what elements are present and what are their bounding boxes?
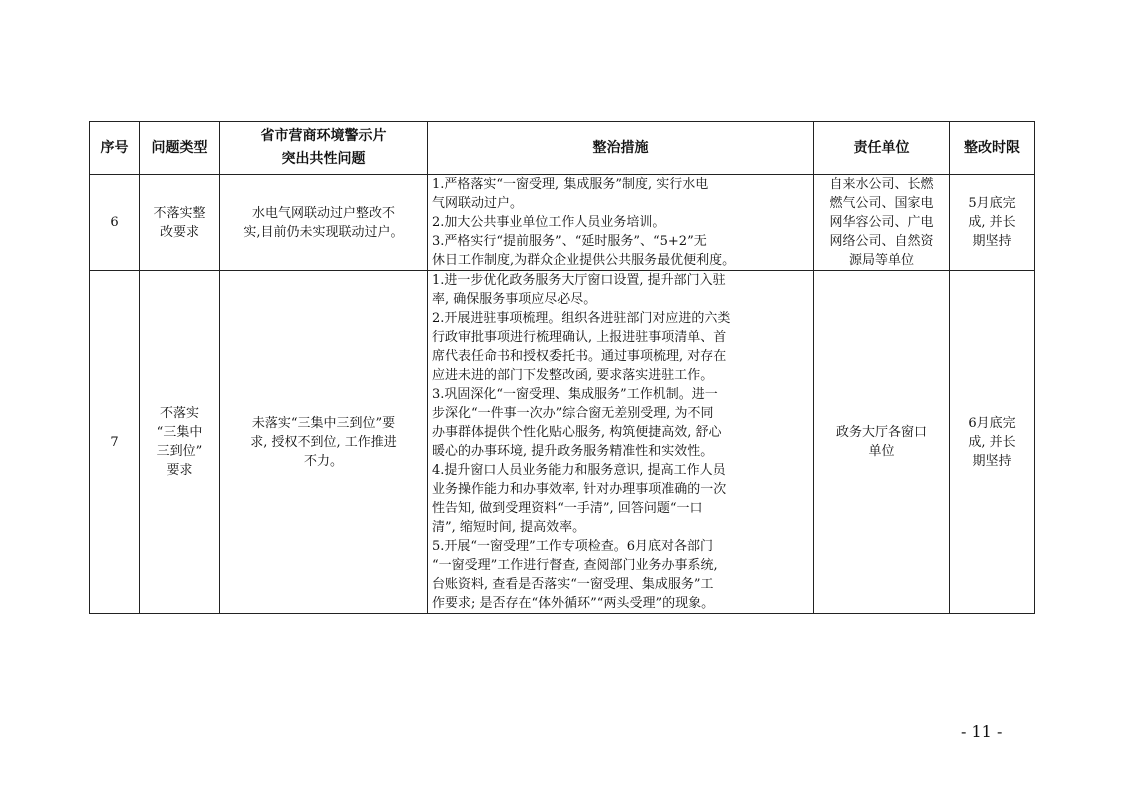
cell-type-line: 不落实 — [159, 406, 199, 421]
table-row — [90, 175, 1035, 271]
cell-problem — [220, 271, 428, 614]
cell-measures-line: 2.开展进驻事项梳理。组织各进驻部门对应进的六类 — [432, 311, 731, 326]
cell-measures-line: 1.严格落实“一窗受理, 集成服务”制度, 实行水电 — [432, 177, 709, 192]
cell-measures-line: 2.加大公共事业单位工作人员业务培训。 — [432, 215, 666, 230]
cell-deadline-line: 成, 并长 — [968, 215, 1016, 230]
cell-measures-line: 休日工作制度,为群众企业提供公共服务最优便利度。 — [432, 253, 736, 268]
cell-measures-line: 办事群体提供个性化贴心服务, 构筑便捷高效, 舒心 — [432, 425, 722, 440]
cell-measures-line: 行政审批事项进行梳理确认, 上报进驻事项清单、首 — [432, 330, 727, 345]
cell-type-line: 不落实整 — [153, 205, 206, 221]
cell-deadline-line: 成, 并长 — [968, 434, 1016, 450]
cell-measures-line: 5.开展“一窗受理”工作专项检查。6月底对各部门 — [432, 539, 713, 554]
rectification-table — [89, 121, 1035, 614]
cell-measures-line: 应进未进的部门下发整改函, 要求落实进驻工作。 — [432, 368, 714, 383]
cell-type — [140, 271, 220, 614]
cell-measures-line: 1.进一步优化政务服务大厅窗口设置, 提升部门入驻 — [432, 273, 726, 288]
cell-index: 7 — [90, 271, 140, 614]
cell-measures-line: 气网联动过户。 — [432, 196, 524, 211]
header-problem-line2: 突出共性问题 — [281, 151, 366, 167]
cell-deadline — [950, 175, 1035, 271]
cell-type-line: 要求 — [166, 463, 193, 478]
cell-problem — [220, 175, 428, 271]
cell-measures-line: 暖心的办事环境, 提升政务服务精准性和实效性。 — [432, 444, 714, 459]
header-index: 序号 — [90, 122, 140, 175]
cell-problem-line: 不力。 — [303, 453, 343, 469]
cell-unit-line: 网华容公司、广电 — [829, 215, 934, 230]
header-unit: 责任单位 — [814, 122, 950, 175]
page-number: - 11 - — [961, 722, 1003, 741]
cell-type-line: “三集中 — [156, 425, 203, 440]
cell-unit-line: 单位 — [868, 444, 895, 459]
header-deadline: 整改时限 — [950, 122, 1035, 175]
cell-unit-line: 源局等单位 — [848, 253, 914, 268]
cell-measures-line: 步深化“一件事一次办”综合窗无差别受理, 为不同 — [432, 406, 714, 421]
cell-type-line: 改要求 — [159, 224, 199, 240]
cell-measures-line: 席代表任命书和授权委托书。通过事项梳理, 对存在 — [432, 349, 727, 364]
cell-unit-line: 自来水公司、长燃 — [829, 177, 934, 192]
cell-unit-line: 网络公司、自然资 — [829, 234, 934, 249]
cell-deadline-line: 期坚持 — [972, 453, 1012, 469]
table-row — [90, 271, 1035, 614]
cell-measures — [428, 271, 814, 614]
cell-unit — [814, 175, 950, 271]
cell-type — [140, 175, 220, 271]
cell-measures-line: 台账资料, 查看是否落实“一窗受理、集成服务”工 — [432, 577, 714, 592]
cell-problem-line: 水电气网联动过户整改不 — [251, 205, 395, 221]
cell-measures-line: 3.巩固深化“一窗受理、集成服务”工作机制。进一 — [432, 387, 718, 402]
header-problem-line1: 省市营商环境警示片 — [260, 128, 387, 144]
cell-measures-line: 率, 确保服务事项应尽必尽。 — [432, 292, 597, 307]
cell-measures-line: “一窗受理”工作进行督查, 查阅部门业务办事系统, — [432, 558, 718, 573]
cell-deadline — [950, 271, 1035, 614]
cell-unit-line: 燃气公司、国家电 — [829, 196, 934, 211]
cell-deadline-line: 5月底完 — [968, 196, 1016, 211]
cell-deadline-line: 期坚持 — [972, 234, 1012, 249]
cell-deadline-line: 6月底完 — [968, 415, 1016, 431]
cell-index: 6 — [90, 175, 140, 271]
cell-measures-line: 4.提升窗口人员业务能力和服务意识, 提高工作人员 — [432, 463, 726, 478]
cell-problem-line: 求, 授权不到位, 工作推进 — [250, 434, 397, 450]
cell-problem-line: 实,目前仍未实现联动过户。 — [243, 224, 404, 240]
cell-unit — [814, 271, 950, 614]
cell-unit-line: 政务大厅各窗口 — [835, 425, 927, 440]
header-measures: 整治措施 — [428, 122, 814, 175]
header-type: 问题类型 — [140, 122, 220, 175]
cell-type-line: 三到位” — [156, 444, 203, 459]
header-problem — [220, 122, 428, 175]
cell-measures-line: 作要求; 是否存在“体外循环”“两头受理”的现象。 — [432, 596, 715, 611]
table-header-row — [90, 122, 1035, 175]
cell-measures — [428, 175, 814, 271]
cell-measures-line: 性告知, 做到受理资料“一手清”, 回答问题“一口 — [432, 501, 703, 516]
cell-measures-line: 业务操作能力和办事效率, 针对办理事项准确的一次 — [432, 482, 727, 497]
cell-problem-line: 未落实“三集中三到位”要 — [251, 415, 396, 431]
cell-measures-line: 清”, 缩短时间, 提高效率。 — [432, 520, 586, 535]
cell-measures-line: 3.严格实行“提前服务”、“延时服务”、“5+2”无 — [432, 234, 707, 249]
